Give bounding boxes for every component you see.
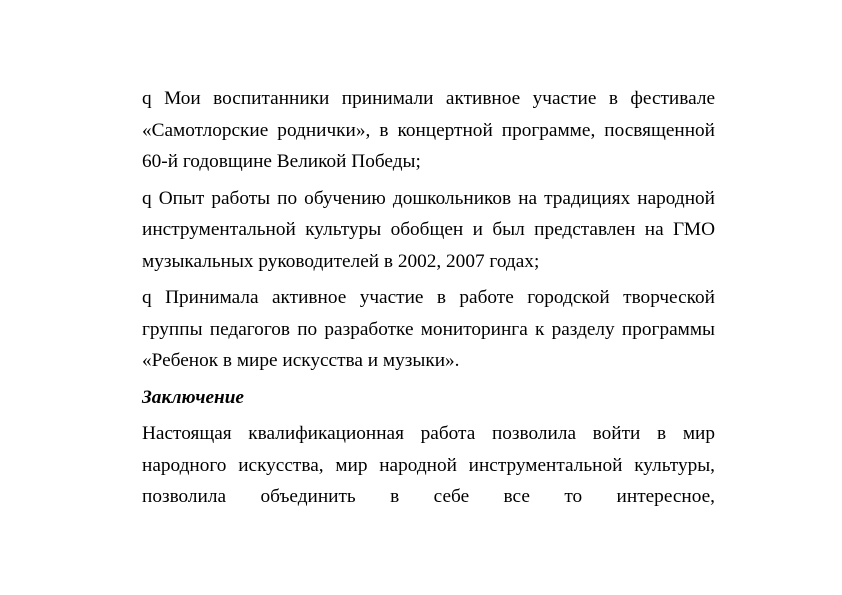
- document-page: [142, 83, 715, 518]
- bullet-paragraph-creative-group: q Принимала активное участие в работе городской творческой группы педагогов по разработке мониторинга к разделу программы «Ребенок в мире искусства и музыки».: [142, 287, 715, 371]
- bullet-paragraph-festival: q Мои воспитанники принимали активное участие в фестивале «Самотлорские роднички», в концертной программе, посвященной 60-й годовщине Великой Победы;: [142, 88, 715, 172]
- section-heading-conclusion: Заключение: [142, 386, 244, 408]
- bullet-paragraph-experience: q Опыт работы по обучению дошкольников на традициях народной инструментальной культуры обобщен и был представлен на ГМО музыкальных руководителей в 2002, 2007 годах;: [142, 187, 715, 272]
- conclusion-paragraph: Настоящая квалификационная работа позволила войти в мир народного искусства, мир народной инструментальной культуры, позволила объединить в себе все то интересное,: [142, 423, 715, 507]
